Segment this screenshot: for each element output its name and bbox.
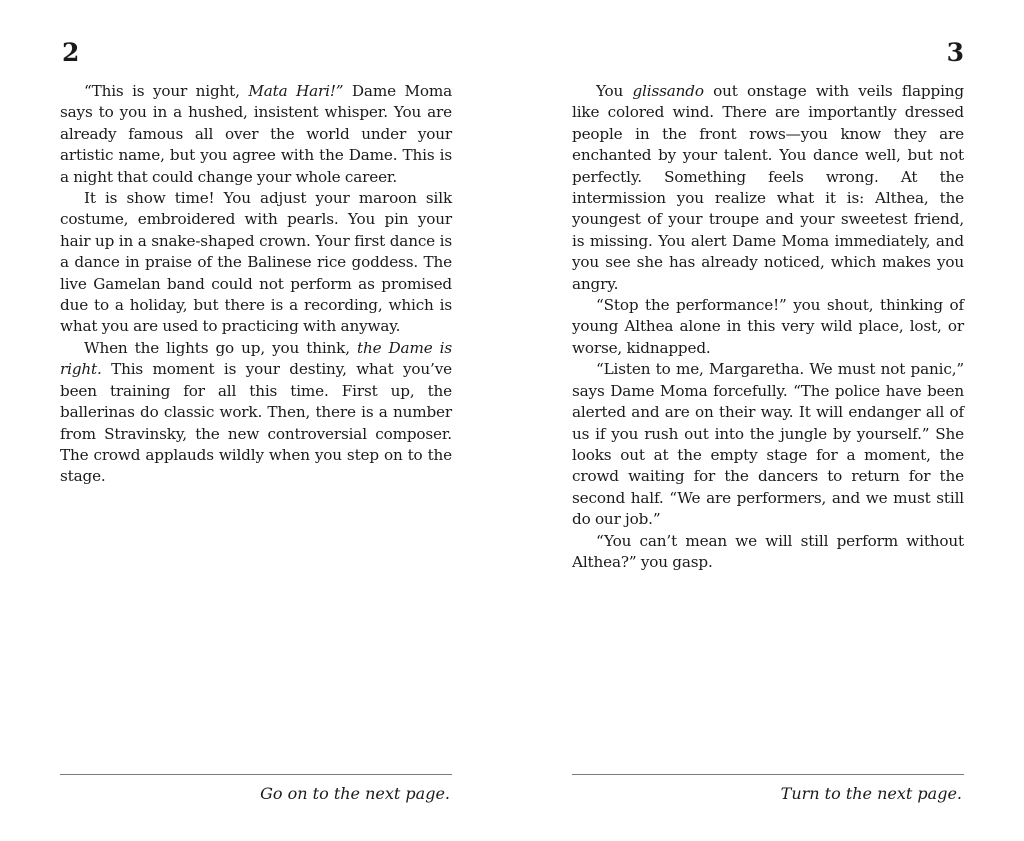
text-run: “You can’t mean we will still perform without Althea?” you gasp. <box>572 531 964 571</box>
paragraph <box>572 295 964 359</box>
right-page <box>572 0 964 841</box>
left-page <box>60 0 452 841</box>
text-run: You <box>596 82 633 100</box>
footer-next-page-note: Go on to the next page. <box>260 784 450 803</box>
paragraph <box>60 338 452 488</box>
paragraph <box>572 359 964 530</box>
page-body <box>572 81 964 573</box>
text-run: out onstage with veils flapping like colored wind. There are importantly dressed people in the front rows—you know they are enchanted by your talent. You dance well, but not perfectly. Something feels wrong. At the intermission you realize what it is: Althea, the youngest of your troupe and your sweetest friend, is missing. You alert Dame Moma immediately, and you see she has already noticed, which makes you angry. <box>572 82 964 293</box>
italic-text-run: the Dame is right. <box>60 338 452 379</box>
text-run: It is show time! You adjust your maroon silk costume, embroidered with pearls. You pin your hair up in a snake-shaped crown. Your first dance is a dance in praise of the Balinese rice goddess. The live Gamelan band could not perform as promised due to a holiday, but there is a recording, which is what you are used to practicing with anyway. <box>60 189 452 336</box>
page-body <box>60 81 452 488</box>
paragraph <box>572 81 964 295</box>
italic-text-run: Mata Hari!” <box>248 82 344 100</box>
page-number: 2 <box>62 38 80 67</box>
paragraph <box>60 81 452 188</box>
text-run: “This is your night, <box>84 82 249 100</box>
paragraph <box>60 188 452 338</box>
text-run: Dame Moma says to you in a hushed, insistent whisper. You are already famous all over the world under your artistic name, but you agree with the Dame. This is a night that could change your whole career. <box>60 82 452 186</box>
italic-text-run: glissando <box>632 82 704 100</box>
text-run: This moment is your destiny, what you’ve been training for all this time. First up, the ballerinas do classic work. Then, there is a number from Stravinsky, the new controversial composer. The crowd applauds wildly when you step on to the stage. <box>60 360 452 486</box>
footer-divider <box>60 774 452 775</box>
footer-divider <box>572 774 964 775</box>
text-run: When the lights go up, you think, <box>84 338 358 357</box>
page-number: 3 <box>946 38 964 67</box>
text-run: “Listen to me, Margaretha. We must not panic,” says Dame Moma forcefully. “The police have been alerted and are on their way. It will endanger all of us if you rush out into the jungle by yourself.” She looks out at the empty stage for a moment, the crowd waiting for the dancers to return for the second half. “We are performers, and we must still do our job.” <box>572 360 964 529</box>
text-run: “Stop the performance!” you shout, thinking of young Althea alone in this very wild place, lost, or worse, kidnapped. <box>572 296 964 357</box>
footer-next-page-note: Turn to the next page. <box>780 784 962 803</box>
paragraph <box>572 531 964 574</box>
